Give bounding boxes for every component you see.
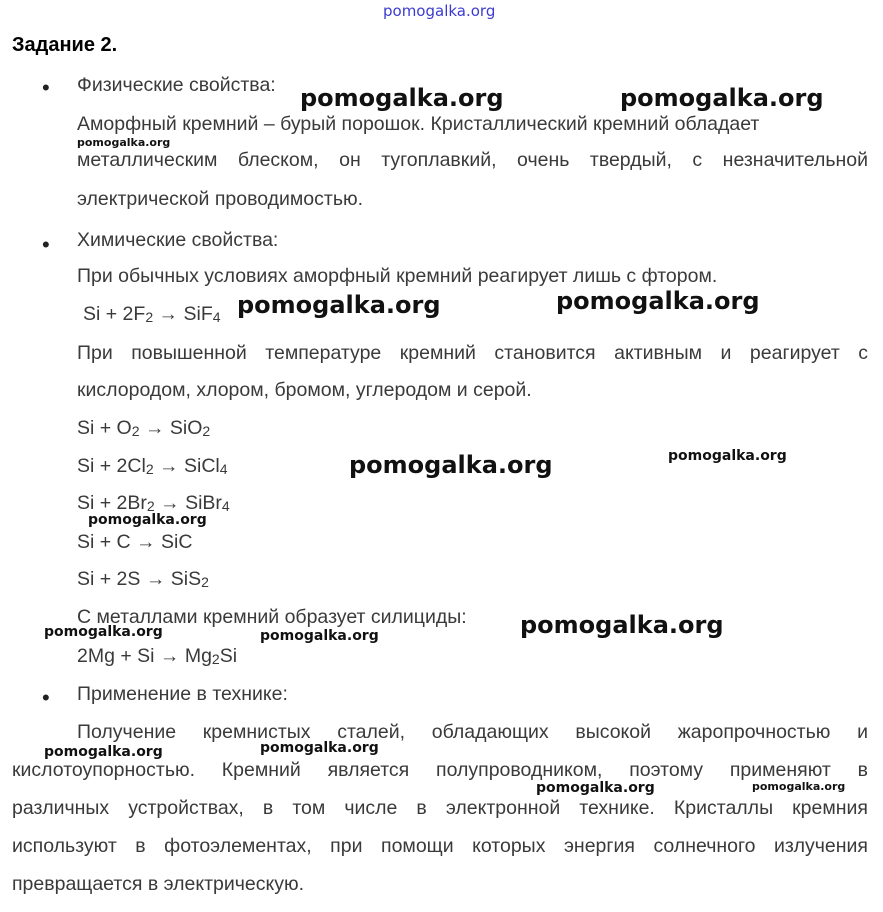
equation-mg-si: $2Mg + Si \to Mg_2Si$ bbox=[77, 645, 238, 668]
application-text-line-3: различных устройствах, в том числе в электронной технике. Кристаллы кремния bbox=[12, 797, 868, 819]
chemical-intro: При обычных условиях аморфный кремний реагирует лишь с фтором. bbox=[77, 265, 718, 287]
physical-text-line-2: металлическим блеском, он тугоплавкий, очень твердый, с незначительной bbox=[77, 149, 868, 171]
watermark: pomogalka.org bbox=[536, 780, 655, 796]
physical-text-line-1 bbox=[77, 112, 868, 136]
heating-text-line-1: При повышенной температуре кремний становится активным и реагирует с bbox=[77, 342, 868, 364]
watermark: pomogalka.org bbox=[77, 136, 171, 149]
watermark: pomogalka.org bbox=[668, 448, 787, 464]
watermark: pomogalka.org bbox=[260, 628, 379, 644]
watermark: pomogalka.org bbox=[260, 740, 379, 756]
equation-si-br: $Si + 2Br_2$ → SiBr$_4$ bbox=[77, 492, 230, 515]
task-title: Задание 2. bbox=[12, 34, 118, 56]
text-fragment: Аморфный кремний – бурый порошок. Кристаллический кремний обладает bbox=[77, 113, 760, 135]
watermark: pomogalka.org bbox=[752, 780, 846, 793]
watermark: pomogalka.org bbox=[237, 291, 441, 319]
watermark: pomogalka.org bbox=[349, 451, 553, 479]
watermark: pomogalka.org bbox=[88, 512, 207, 528]
equation-si-s: Si + 2S → SiS$_2$ bbox=[77, 568, 209, 591]
bullet-marker: • bbox=[42, 685, 50, 710]
heating-text-line-2: кислородом, хлором, бромом, углеродом и серой. bbox=[77, 379, 532, 401]
physical-heading: Физические свойства: bbox=[77, 74, 276, 96]
watermark: pomogalka.org bbox=[556, 287, 760, 315]
bullet-marker: • bbox=[42, 75, 50, 100]
application-text-line-1: Получение кремнистых сталей, обладающих высокой жаропрочностью и bbox=[77, 721, 868, 743]
watermark: pomogalka.org bbox=[300, 84, 504, 112]
watermark: pomogalka.org bbox=[44, 624, 163, 640]
application-heading: Применение в технике: bbox=[77, 683, 288, 705]
equation-si-cl: $Si + 2Cl_2$ → SiCl$_4$ bbox=[77, 455, 228, 478]
equation-si-c: Si + C → SiC bbox=[77, 531, 193, 553]
metals-text: С металлами кремний образует силициды: bbox=[77, 606, 467, 628]
application-text-line-2: кислотоупорностью. Кремний является полупроводником, поэтому применяют в bbox=[12, 759, 868, 781]
application-text-line-5: превращается в электрическую. bbox=[12, 873, 305, 895]
watermark: pomogalka.org bbox=[620, 84, 824, 112]
watermark: pomogalka.org bbox=[44, 744, 163, 760]
top-watermark: pomogalka.org bbox=[383, 2, 496, 20]
watermark: pomogalka.org bbox=[520, 611, 724, 639]
chemical-heading: Химические свойства: bbox=[77, 229, 279, 251]
application-text-line-4: используют в фотоэлементах, при помощи которых энергия солнечного излучения bbox=[12, 835, 868, 857]
physical-text-line-3: электрической проводимостью. bbox=[77, 188, 364, 210]
bullet-marker: • bbox=[42, 232, 50, 257]
equation-si-f: $Si + 2F_2 \to SiF_4$ bbox=[83, 303, 221, 326]
equation-si-o: $Si + O_2 \to SiO_2$ bbox=[77, 417, 211, 440]
